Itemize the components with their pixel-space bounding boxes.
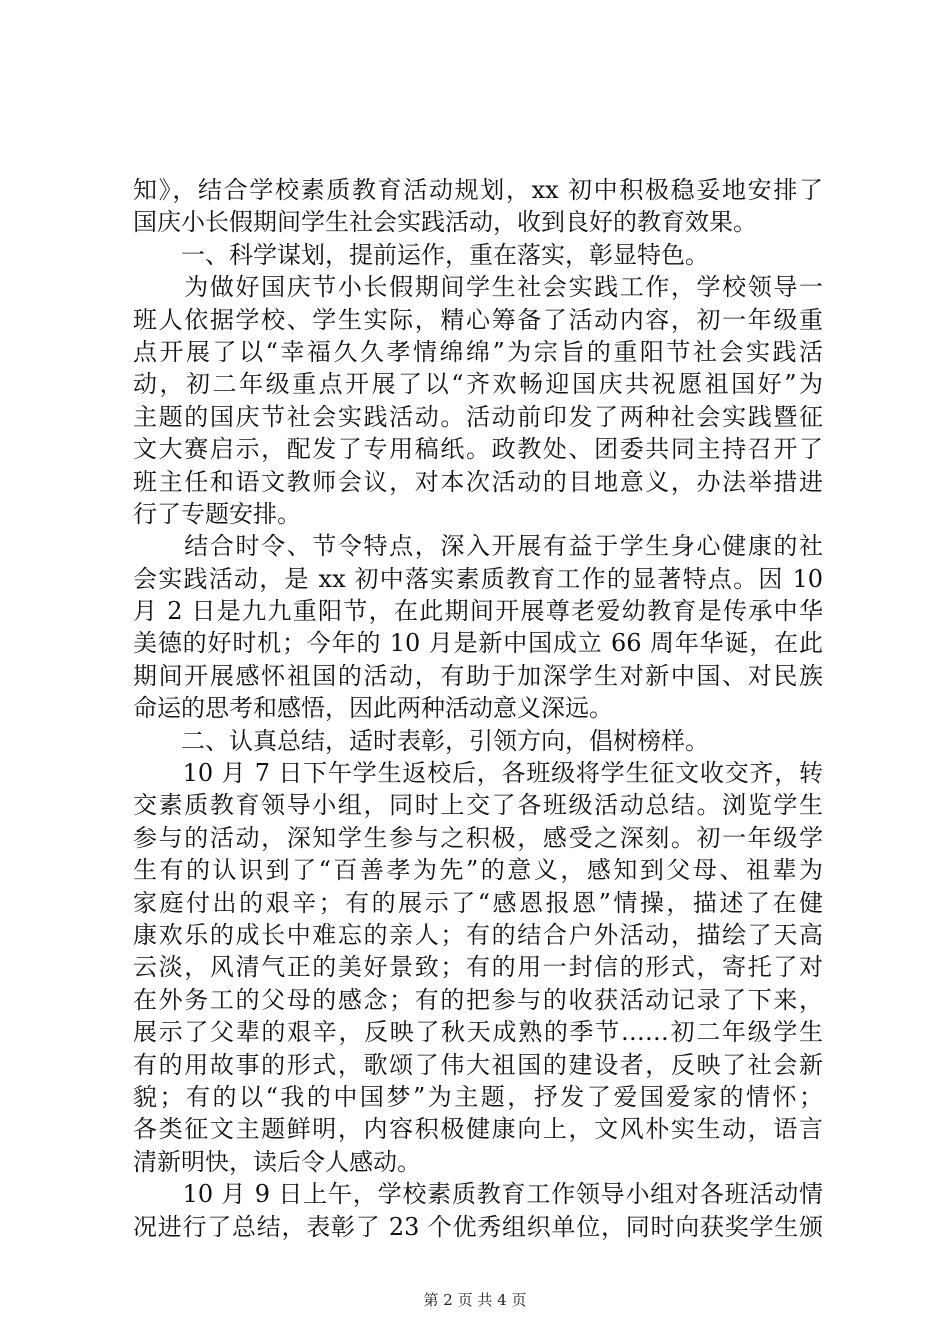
text-line: 文大赛启示，配发了专用稿纸。政教处、团委共同主持召开了 xyxy=(133,435,823,464)
text-line: 10 月 9 日上午，学校素质教育工作领导小组对各班活动情 xyxy=(133,1180,823,1209)
text-line: 展示了父辈的艰辛，反映了秋天成熟的季节……初二年级学生 xyxy=(133,1018,823,1047)
text-line: 点开展了以“幸福久久孝情绵绵”为宗旨的重阳节社会实践活 xyxy=(133,337,823,366)
text-line: 主题的国庆节社会实践活动。活动前印发了两种社会实践暨征 xyxy=(133,402,823,431)
text-line: 期间开展感怀祖国的活动，有助于加深学生对新中国、对民族 xyxy=(133,661,823,690)
text-line: 国庆小长假期间学生社会实践活动，收到良好的教育效果。 xyxy=(133,208,757,237)
text-line: 行了专题安排。 xyxy=(133,499,301,528)
text-line: 班主任和语文教师会议，对本次活动的目地意义，办法举措进 xyxy=(133,467,823,496)
text-line: 会实践活动，是 xx 初中落实素质教育工作的显著特点。因 10 xyxy=(133,564,823,593)
document-body xyxy=(133,174,823,1243)
page-footer: 第 2 页 共 4 页 xyxy=(423,1291,527,1309)
text-line: 为做好国庆节小长假期间学生社会实践工作，学校领导一 xyxy=(133,273,823,302)
section-heading: 二、认真总结，适时表彰，引领方向，倡树榜样。 xyxy=(133,726,709,755)
text-line: 美德的好时机；今年的 10 月是新中国成立 66 周年华诞，在此 xyxy=(133,629,823,658)
text-line: 班人依据学校、学生实际，精心筹备了活动内容，初一年级重 xyxy=(133,305,823,334)
text-line: 清新明快，读后令人感动。 xyxy=(133,1147,421,1176)
text-line: 生有的认识到了“百善孝为先”的意义，感知到父母、祖辈为 xyxy=(133,856,823,885)
text-line: 在外务工的父母的感念；有的把参与的收获活动记录了下来， xyxy=(133,985,823,1014)
text-line: 交素质教育领导小组，同时上交了各班级活动总结。浏览学生 xyxy=(133,791,823,820)
text-line: 各类征文主题鲜明，内容积极健康向上，文风朴实生动，语言 xyxy=(133,1115,823,1144)
section-heading: 一、科学谋划，提前运作，重在落实，彰显特色。 xyxy=(133,240,709,269)
text-line: 康欢乐的成长中难忘的亲人；有的结合户外活动，描绘了天高 xyxy=(133,920,823,949)
text-line: 貌；有的以“我的中国梦”为主题，抒发了爱国爱家的情怀； xyxy=(133,1082,823,1111)
text-line: 况进行了总结，表彰了 23 个优秀组织单位，同时向获奖学生颁 xyxy=(133,1212,823,1241)
text-line: 参与的活动，深知学生参与之积极，感受之深刻。初一年级学 xyxy=(133,823,823,852)
text-line: 命运的思考和感悟，因此两种活动意义深远。 xyxy=(133,694,613,723)
text-line: 云淡，风清气正的美好景致；有的用一封信的形式，寄托了对 xyxy=(133,953,823,982)
text-line: 家庭付出的艰辛；有的展示了“感恩报恩”情操，描述了在健 xyxy=(133,888,823,917)
text-line: 结合时令、节令特点，深入开展有益于学生身心健康的社 xyxy=(133,532,823,561)
text-line: 动，初二年级重点开展了以“齐欢畅迎国庆共祝愿祖国好”为 xyxy=(133,370,823,399)
text-line: 10 月 7 日下午学生返校后，各班级将学生征文收交齐，转 xyxy=(133,759,823,788)
text-line: 月 2 日是九九重阳节，在此期间开展尊老爱幼教育是传承中华 xyxy=(133,597,823,626)
text-line: 知》，结合学校素质教育活动规划，xx 初中积极稳妥地安排了 xyxy=(133,176,823,204)
text-line: 有的用故事的形式，歌颂了伟大祖国的建设者，反映了社会新 xyxy=(133,1050,823,1079)
